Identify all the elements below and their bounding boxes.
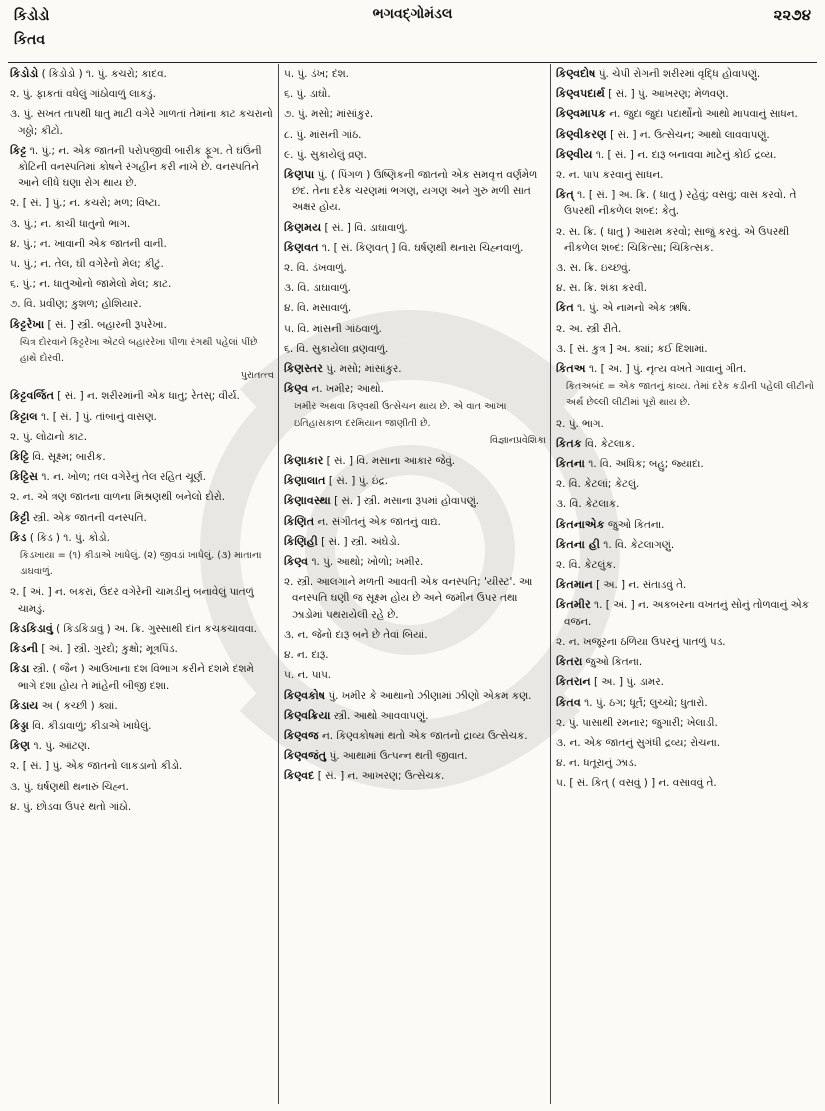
dictionary-entry [10,530,274,546]
headword: કિણ [10,739,31,753]
definition: ૧. [ સં. કિણવત્ ] વિ. ઘર્ષણથી થનારા ચિહ્નવાળું. [318,241,524,254]
dictionary-entry [10,738,274,754]
dictionary-entry [556,695,818,711]
headword: કિતરાન [556,675,591,689]
usage-example: ચિત્ર દોરવાને કિટ્ટરેખા એટલે બહારરેખા પીળા રંગથી પહેલાં પીંછે હાથે દોરવી. [20,336,258,365]
headword: કિણ્વીય [556,147,593,161]
definition: [ સં. ] ન. શરીરમાંની એક ધાતુ; રેતસ્; વીર્ય. [54,390,240,403]
headword: કિણસ્તર [284,362,323,376]
sub-sense: ૪. ન. દારૂ. [284,649,329,662]
usage-example: ખમીર અથવા કિણ્વથી ઉત્સેચન થાય છે. એ વાત આખા ઇતિહાસકાળ દરમિયાન જાણીતી છે. [294,401,507,429]
definition: [ અં. ] સ્ત્રી. ગુરદો; કુક્ષો; મૂત્રપિંડ. [38,643,178,656]
definition: ૧. [ સં. ] અ. ક્રિ. ( ધાતુ ) રહેવું; વસવું; વાસ કરવો. તે ઉપરથી નીકળેલ શબ્દ: કેતુ. [564,189,797,218]
headword: કિણ્વમાપક [556,107,606,121]
headword: કિત [556,301,574,315]
definition: [ અ. ] પું. ડામર. [590,676,664,689]
source-citation: વિજ્ઞાનપ્રવેશિકા [489,434,546,446]
dictionary-entry [556,147,818,163]
dictionary-entry [556,597,818,629]
headword: કિડાય [10,698,39,712]
column-divider [278,64,279,1104]
headword: કિણાવસ્થા [284,494,331,508]
dictionary-entry [284,220,546,236]
dictionary-entry [284,473,546,489]
headword: કિડોડો [10,67,39,80]
sub-sense: ૩. પું. સખત તાપથી ધાતુ માટી વગેરે ગાળતાં તેમાંના કાટ કચરાનો ગઠ્ઠો; કીટો. [10,108,273,137]
definition: ૧. પું. આથો; ખોળો; ખમીર. [308,556,424,569]
dictionary-entry [284,514,546,530]
sub-sense: ૭. પું. મસો; માંસાંકુર. [284,108,374,121]
headword: કિણ્વજ [284,728,319,742]
sub-sense: ૫. પું. ડંખ; દંશ. [284,68,349,80]
dictionary-entry [556,86,818,102]
definition: [ સં. ] વિ. મસાના આકાર જેવું. [323,455,456,468]
headword: કિણ્વ [284,382,309,396]
dictionary-entry [10,449,274,465]
definition: [ સં. ] સ્ત્રી. અંઘેડો. [317,535,401,548]
headword: કિણ્વપદાર્થ [556,87,605,101]
headword: કિટ્ટી [10,510,30,524]
dictionary-entry [284,768,546,784]
dictionary-entry [10,317,274,333]
sub-sense: ૬. પું.; ન. ધાતુઓનો જામેલો મેલ; કાટ. [10,278,172,291]
definition: ( કિડકિડાવું ) અ. ક્રિ. ગુસ્સાથી દાંત કચકચાવવા. [52,622,257,635]
sub-sense: ૫. પું.; ન. તેલ, ઘી વગેરેનો મેલ; કીટું. [10,258,164,271]
usage-example: કિડખાયા = (૧) કીડાએ ખાધેલું. (૨) જીવડાં ખાધેલું. (૩) માતાના ડાઘવાળું. [20,550,262,578]
headword: કિણિત [284,514,315,528]
sub-sense: ૩. પું. ઘર્ષણથી થનારું ચિહ્ન. [10,780,129,793]
sub-sense: ૬. પું. ડાઘો. [284,88,331,101]
header-rule [8,62,817,63]
definition: વિ. કેટલાક. [581,437,635,450]
headword: કિટ્ટિ [10,450,30,464]
sub-sense: ૨. સ. ક્રિ. ( ધાતુ ) આરામ કરવો; સાજું કરવું. એ ઉપરથી નીકળેલ શબ્દ: ચિકિત્સા; ચિકિત્સક. [556,225,790,254]
definition: ન. જુદા જુદા પદાર્થોનો આથો માપવાનું સાધન. [605,108,798,121]
definition: ૧. પું. ઠગ; ધૂર્ત; લુચ્ચો; ધુતારો. [580,696,708,709]
column-3 [556,66,818,1106]
headword: કિત્ [556,188,574,202]
sub-sense: ૩. વિ. કેટલાક. [556,498,620,511]
dictionary-entry [10,143,274,192]
sub-sense: ૫. [ સં. કિત્ ( વસવું ) ] ન. વસાવવું તે. [556,777,717,790]
headword: કિતના હી [556,537,600,551]
headword: કિણ્વક્રિયા [284,708,331,722]
dictionary-entry [10,409,274,425]
sub-sense: ૮. પું. માંસની ગાંઠ. [284,128,362,141]
dictionary-entry [284,493,546,509]
dictionary-entry [10,718,274,734]
sub-sense: ૨. પું. ફાકતાં વધેલું ગાંઠોવાળું લાકડું. [10,88,156,101]
dictionary-entry [284,554,546,570]
definition: ૧. પું. એ નામનો એક ઋષિ. [573,302,691,315]
sub-sense: ૩. ન. એક જાતનું સુગંધી દ્રવ્ય; રોચના. [556,736,721,749]
definition: ૧. ન. ખોળ; તલ વગેરેનું તેલ રહિત ચૂર્ણ. [38,471,207,484]
sub-sense: ૩. વિ. ડાઘાવાળું. [284,282,351,295]
definition: ( કિડોડો ) ૧. પું. કચરો; કાદવ. [38,68,167,80]
headword: કિતવ [556,695,581,709]
definition: વિ. કીડાવાળું; કીડાએ ખાધેલું. [28,719,152,732]
sub-sense: ૨. વિ. કેટલુંક. [556,559,617,572]
headword: કિડા [10,662,30,676]
headword: કિડકિડાવું [10,621,53,635]
headword: કિણ્વજંતુ [284,749,327,763]
sub-sense: ૨. અ. સ્ત્રી રીતે. [556,322,622,335]
column-2 [284,66,546,1106]
source-citation: પુરાતત્ત્વ [240,370,274,382]
dictionary-entry [556,187,818,219]
dictionary-entry [284,361,546,377]
dictionary-entry [10,469,274,485]
sub-sense: ૩. પું.; ન. કાચી ધાતુનો ભાગ. [10,217,131,230]
dictionary-entry [284,708,546,724]
sub-sense: ૨. ન. પાપ કરવાનું સાધન. [556,169,664,182]
headword: કિણમય [284,220,322,234]
usage-example: કિતઅબંદ = એક જાતનું કાવ્ય. તેમાં દરેક કડીની પહેલી લીટીનો અર્થ છેલ્લી લીટીમાં પૂરો થાય છે. [566,381,815,409]
headword: કિડ [10,530,27,544]
sub-sense: ૨. સ્ત્રી. આલગાને મળતી આવતી એક વનસ્પતિ; 'યીસ્ટ'. આ વનસ્પતિ ઘણી જ સૂક્ષ્મ હોય છે અને જમીન ઉપર તથા ઝાડોમાં પથરાયેલી રહે છે. [284,576,533,621]
headword: કિણ્વ [284,555,309,569]
sub-sense: ૪. પું.; ન. ખાવાની એક જાતની વાની. [10,237,167,250]
definition: પું. ( પિંગળ ) ઉષ્ણિકની જાતનો એક સમવૃત્ત વર્ણમેળ છંદ. તેના દરેક ચરણમાં ભગણ, યગણ અને ગુરુ મળી સાત અક્ષર હોય. [292,169,538,214]
headword: કિણ્વીકરણ [556,127,607,141]
dictionary-entry [556,66,818,82]
definition: [ સં. ] વિ. ડાઘાવાળું. [321,221,408,234]
sub-sense: ૬. વિ. સુકાયેલા વ્રણવાળું. [284,342,389,355]
definition: ૧. વિ. અધિક; બહુ; જ્યાદા. [584,458,704,471]
sub-sense: ૪. વિ. મસાવાળું. [284,302,352,315]
dictionary-entry [10,510,274,526]
dictionary-entry [284,167,546,216]
column-1 [10,66,274,1106]
headword: કિટ્ટવર્જિત [10,389,54,403]
headword: કિતક [556,436,582,450]
last-headword: કિતવ [14,32,46,48]
definition: [ અ. ] ન. સંતાડવું તે. [592,579,687,592]
definition: [ સં. ] પું. ઇંદ્ર. [325,475,389,488]
dictionary-entry [556,674,818,690]
sub-sense: ૪. ન. ધતૂરાનું ઝાડ. [556,757,637,770]
definition: [ સં. ] ન. ઉત્સેચન; આથો લાવવાપણું. [606,128,770,141]
dictionary-entry [10,698,274,714]
dictionary-entry [10,66,274,82]
sub-sense: ૩. ન. જેનો દારૂ બને છે તેવાં બિયાં. [284,628,428,641]
dictionary-entry [284,728,546,744]
definition: પું. ચેપી રોગની શરીરમાં વૃદ્ધિ હોવાપણું. [595,68,761,80]
dictionary-entry [284,748,546,764]
sub-sense: ૪. સ. ક્રિ. શંકા કરવી. [556,282,648,295]
dictionary-entry [10,621,274,637]
dictionary-entry [284,534,546,550]
book-title: ભગવદ્ગોમંડલ [372,6,453,22]
sub-sense: ૫. વિ. માંસની ગાંઠવાળું. [284,322,382,335]
definition: ૧. [ સં. ] પું. તાંબાનું વાસણ. [37,410,157,423]
headword: કિતઅ [556,362,586,376]
definition: [ સં. ] પું. આખરણ; મેળવણ. [604,88,729,101]
sub-sense: ૪. પું. છોડવા ઉપર થતો ગાંઠો. [10,800,132,813]
dictionary-entry [556,361,818,377]
sub-sense: ૨. ન. એ ત્રણ જાતના વાળના મિશ્રણથી બનેલો દોરો. [10,491,226,504]
sub-sense: ૨. પું. ભાગ. [556,417,604,430]
definition: જુઓ કિતના. [582,656,643,669]
dictionary-entry [284,453,546,469]
sub-sense: ૨. વિ. ડંખવાળું. [284,262,347,275]
dictionary-entry [10,388,274,404]
headword: કિડ્ડા [10,718,29,732]
definition: ૧. [ અ. ] પું. નૃત્ય વખતે ગાવાનું ગીત. [585,363,747,376]
sub-sense: ૩. સ. ક્રિ. ઇચ્છવું. [556,262,631,275]
dictionary-entry [556,300,818,316]
definition: જુઓ કિતના. [604,518,665,531]
definition: [ સં. ] ન. આખરણ; ઉત્સેચક. [314,770,445,783]
headword: કિણ્વકોષ [284,688,326,702]
definition: [ સં. ] સ્ત્રી. બહારની રૂપરેખા. [44,318,167,331]
sub-sense: ૨. વિ. કેટલાં; કેટલું. [556,478,640,491]
dictionary-entry [556,436,818,452]
headword: કિણપા [284,168,315,182]
definition: ૧. પું. આંટણ. [30,740,91,753]
sub-sense: ૫. ન. પાપ. [284,669,332,682]
definition: ન. સંગીતનું એક જાતનું વાદ્ય. [314,515,441,528]
headword: કિતરા [556,655,583,669]
dictionary-entry [556,577,818,593]
headword: કિણ્વદ [284,769,315,783]
sub-sense: ૨. પું. પાસાથી રમનાર; જુગારી; ખેલાડી. [556,716,718,729]
headword: કિણાલાત [284,474,326,488]
headword: કિણાકાર [284,454,324,468]
definition: ન. કિણ્વકોષમાં થતો એક જાતનો દ્રાવ્ય ઉત્સેચક. [318,729,528,742]
definition: સ્ત્રી. આથો આવવાપણું. [330,709,429,722]
dictionary-entry [556,106,818,122]
headword: કિતનાએક [556,517,605,531]
dictionary-entry [284,381,546,397]
first-headword: કિડોડો [14,8,50,24]
definition: ( કિડ ) ૧. પું. કોડો. [26,531,110,544]
sub-sense: ૭. વિ. પ્રવીણ; કુશળ; હોશિયાર. [10,298,142,311]
sub-sense: ૩. [ સં. કુત્ર ] અ. ક્યાં; કઈ દિશામાં. [556,342,708,355]
column-divider [550,64,551,1104]
dictionary-entry [556,654,818,670]
dictionary-entry [284,688,546,704]
definition: ન. ખમીર; આથો. [308,383,384,396]
sub-sense: ૨. [ સં. ] પું.; ન. કચરો; મળ; વિષ્ટા. [10,197,161,210]
page-header [0,0,825,62]
definition: સ્ત્રી. ( જૈન ) આઉખાના દશ વિભાગ કરીને દશમે દશમે ભાગે દશા હોય તે માંહેની બીજી દશા. [18,663,254,692]
headword: કિણ્વદોષ [556,67,596,80]
sub-sense: ૨. ન. ખજૂરના ઠળિયા ઉપરનું પાતળું પડ. [556,635,726,648]
definition: વિ. સૂક્ષ્મ; બારીક. [29,451,106,464]
dictionary-entry [556,517,818,533]
dictionary-entry [556,456,818,472]
sub-sense: ૨. [ અં. ] ન. બકરાં, ઉંદર વગેરેની ચામડીનું બનાવેલું પાતળું ચામડું. [10,586,254,615]
dictionary-entry [556,127,818,143]
headword: કિટ્ટ [10,143,27,157]
definition: પું. આથામાં ઉત્પન્ન થતી જીવાત. [326,750,468,763]
definition: પું. મસો; માંસાંકુર. [322,363,402,376]
definition: અ ( કચ્છી ) ક્યાં. [38,699,118,712]
headword: કિણવત [284,240,319,254]
dictionary-entry [284,240,546,256]
page-number: ૨૨૭૪ [773,6,811,24]
definition: પું. ખમીર કે આથાનો ઝીણામાં ઝીણો એકમ કણ. [325,689,532,702]
headword: કિતમીર [556,598,591,612]
headword: કિણિહી [284,534,318,548]
definition: [ સં. ] સ્ત્રી. મસાના રૂપમાં હોવાપણું. [330,495,480,508]
headword: કિટ્ટરેખા [10,317,45,331]
definition: ૧. વિ. કેટલાગણું. [599,538,675,551]
headword: કિડની [10,642,39,656]
headword: કિતમાન [556,578,593,592]
headword: કિતના [556,457,585,471]
definition: સ્ત્રી. એક જાતની વનસ્પતિ. [29,511,147,524]
dictionary-entry [10,641,274,657]
definition: ૧. [ સં. ] ન. દારૂ બનાવવા માટેનું કોઈ દ્રવ્ય. [592,148,777,161]
sub-sense: ૯. પું. સુકાયેલું વ્રણ. [284,148,367,161]
dictionary-entry [556,537,818,553]
sub-sense: ૨. [ સં. ] પું. એક જાતનો લાકડાનો કીડો. [10,760,183,773]
sub-sense: ૨. પું. લોઢાનો કાટ. [10,430,88,443]
definition: ૧. [ અં. ] ન. અકબરના વખતનું સોનું તોળવાનું એક વજન. [564,599,809,628]
headword: કિટ્ટિસ [10,470,39,484]
headword: કિટ્ટાલ [10,409,38,423]
definition: ૧. પું.; ન. એક જાતની પરોપજીવી બારીક ફૂગ. તે ઘંઉંની કોટિની વનસ્પતિમાં કોષને રંગહીન કરી નાખે છે. વનસ્પતિને આને લીધે ઘણા રોગ થાય છે. [18,144,262,190]
dictionary-entry [10,661,274,693]
